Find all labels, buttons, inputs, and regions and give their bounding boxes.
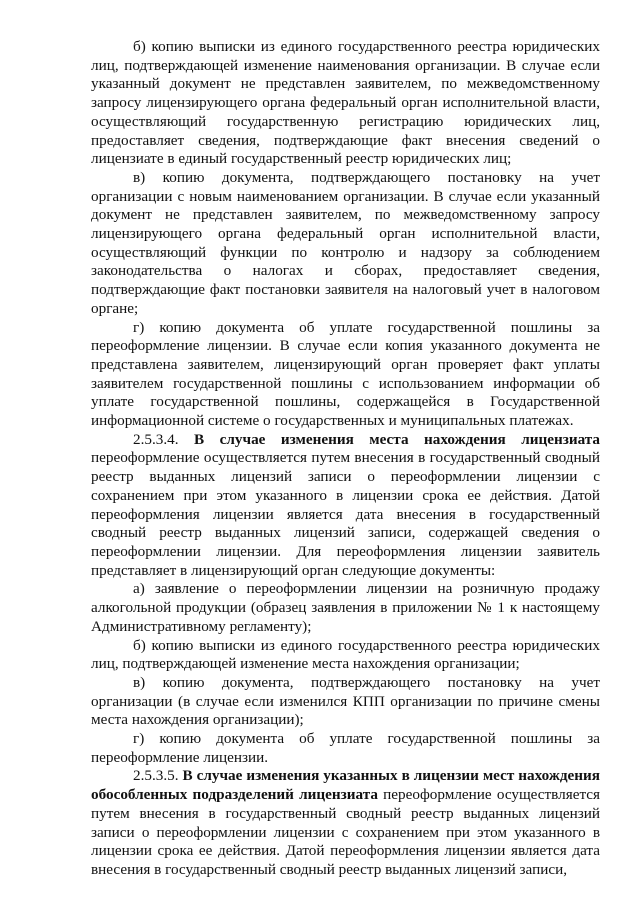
section-heading-bold: В случае изменения места нахождения лицензиата	[194, 430, 601, 448]
paragraph-2-5-3-5	[91, 767, 600, 879]
paragraph-text: г) копию документа об уплате государственной пошлины за переоформление лицензии. В случае если копия указанного документа не представлена заявителем, лицензирующий орган проверяет факт уплаты заявителем государственной пошлины с использованием информации об уплате государственной пошлины, содержащейся в Государственной информационной системе о государственных и муниципальных платежах.	[91, 318, 600, 430]
paragraph-text: г) копию документа об уплате государственной пошлины за переоформление лицензии.	[91, 730, 600, 766]
paragraph-b-egrul-name	[91, 38, 600, 169]
paragraph-text: б) копию выписки из единого государственного реестра юридических лиц, подтверждающей изменение наименования организации. В случае если указанный документ не представлен заявителем, по межведомственному запросу лицензирующего органа федеральный орган исполнительной власти, осуществляющий государственную регистрацию юридических лиц, предоставляет сведения, подтверждающие факт внесения сведений о лицензиате в единый государственный реестр юридических лиц;	[91, 38, 600, 168]
paragraph-g-fee-location	[91, 730, 600, 767]
section-heading-bold: В случае изменения указанных в лицензии мест нахождения обособленных подразделений лицензиата	[91, 767, 600, 804]
paragraph-b-egrul-location	[91, 637, 600, 674]
paragraph-text: а) заявление о переоформлении лицензии на розничную продажу алкогольной продукции (образец заявления в приложении № 1 к настоящему Административному регламенту);	[91, 580, 600, 635]
paragraph-2-5-3-4	[91, 431, 600, 581]
paragraph-g-fee-name	[91, 319, 600, 431]
paragraph-v-tax-location	[91, 674, 600, 730]
section-number: 2.5.3.4.	[133, 430, 195, 448]
paragraph-text: б) копию выписки из единого государственного реестра юридических лиц, подтверждающей изменение места нахождения организации;	[91, 636, 600, 673]
section-number: 2.5.3.5.	[133, 767, 183, 785]
paragraph-text: в) копию документа, подтверждающего постановку на учет организации с новым наименованием организации. В случае если указанный документ не представлен заявителем, по межведомственному запросу лицензирующего органа федеральный орган исполнительной власти, осуществляющий функции по контролю и надзору за соблюдением законодательства о налогах и сборах, предоставляет сведения, подтверждающие факт постановки заявителя на налоговый учет в налоговом органе;	[91, 168, 600, 317]
paragraph-text: в) копию документа, подтверждающего постановку на учет организации (в случае если изменился КПП организации по причине смены места нахождения организации);	[91, 673, 600, 729]
paragraph-text: переоформление осуществляется путем внесения в государственный сводный реестр выданных лицензий записи о переоформлении лицензии с сохранением при этом указанного в лицензии срока ее действия. Датой переоформления лицензии является дата внесения в государственный сводный реестр выданных лицензий записи, содержащей сведения о переоформлении лицензии. Для переоформления лицензии заявитель представляет в лицензирующий орган следующие документы:	[91, 449, 600, 579]
paragraph-v-tax-name	[91, 169, 600, 319]
paragraph-text: переоформление осуществляется путем внесения в государственный сводный реестр выданных лицензий записи о переоформлении лицензии с сохранением при этом указанного в лицензии срока ее действия. Датой переоформления лицензии является дата внесения в государственный сводный реестр выданных лицензий записи,	[91, 786, 600, 878]
paragraph-a-application	[91, 580, 600, 636]
